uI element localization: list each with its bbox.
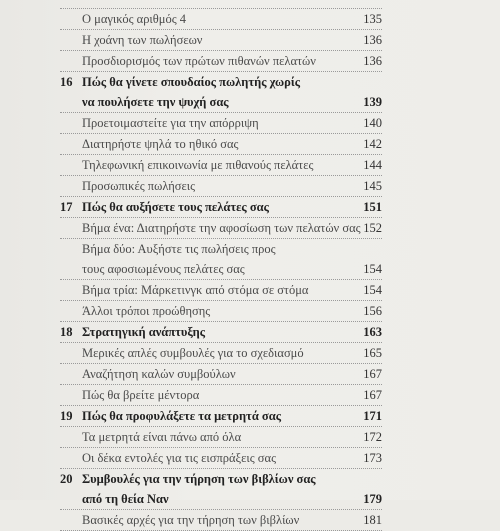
page-number: 136 — [363, 54, 382, 68]
page-number: 167 — [363, 367, 382, 381]
page-number: 172 — [363, 430, 382, 444]
section-title: Τα μετρητά είναι πάνω από όλα — [82, 430, 242, 444]
toc-section-row — [60, 239, 382, 259]
toc-section-row — [60, 448, 382, 469]
page-number: 145 — [363, 179, 382, 193]
toc-section-row — [60, 280, 382, 301]
page-number: 142 — [363, 137, 382, 151]
section-title: Βασικές αρχές για την τήρηση των βιβλίων — [82, 513, 300, 527]
toc-chapter-row — [60, 197, 382, 218]
page-number: 171 — [363, 409, 382, 423]
section-title: Προσδιορισμός των πρώτων πιθανών πελατών — [82, 54, 316, 68]
page-number: 154 — [363, 262, 382, 276]
page-number: 181 — [363, 513, 382, 527]
page-number: 135 — [363, 12, 382, 26]
section-title: Βήμα ένα: Διατηρήστε την αφοσίωση των πελατών σας — [82, 221, 361, 235]
toc-chapter-row — [60, 406, 382, 427]
page-number: 165 — [363, 346, 382, 360]
page-number: 151 — [363, 200, 382, 214]
section-title: Μερικές απλές συμβουλές για το σχεδιασμό — [82, 346, 304, 360]
toc-section-row — [60, 259, 382, 280]
section-title: Προσωπικές πωλήσεις — [82, 179, 196, 193]
page-number: 179 — [363, 492, 382, 506]
toc-chapter-row — [60, 72, 382, 92]
toc-section-row — [60, 218, 382, 239]
section-title: Οι δέκα εντολές για τις εισπράξεις σας — [82, 451, 277, 465]
section-title: Ο μαγικός αριθμός 4 — [82, 12, 187, 26]
page-number: 152 — [363, 221, 382, 235]
toc-section-row — [60, 113, 382, 134]
chapter-number: 17 — [60, 200, 73, 214]
page-number: 156 — [363, 304, 382, 318]
page-number: 154 — [363, 283, 382, 297]
toc-section-row — [60, 155, 382, 176]
toc-section-row — [60, 30, 382, 51]
page-number: 167 — [363, 388, 382, 402]
toc-section-row — [60, 51, 382, 72]
chapter-title: Πώς θα αυξήσετε τους πελάτες σας — [82, 200, 269, 214]
toc-section-row — [60, 301, 382, 322]
toc-section-row — [60, 134, 382, 155]
chapter-number: 19 — [60, 409, 73, 423]
toc-section-row — [60, 427, 382, 448]
section-title: Τηλεφωνική επικοινωνία με πιθανούς πελάτες — [82, 158, 314, 172]
toc-section-row — [60, 0, 382, 9]
page-number: 173 — [363, 451, 382, 465]
section-title: Βήμα δύο: Αυξήστε τις πωλήσεις προς — [82, 242, 276, 256]
chapter-title: Συμβουλές για την τήρηση των βιβλίων σας — [82, 472, 316, 486]
page-number: 139 — [363, 95, 382, 109]
section-title: Αναζήτηση καλών συμβούλων — [82, 367, 236, 381]
toc-section-row — [60, 364, 382, 385]
chapter-number: 20 — [60, 472, 73, 486]
page-number: 144 — [363, 158, 382, 172]
chapter-number: 18 — [60, 325, 73, 339]
section-title: Άλλοι τρόποι προώθησης — [82, 304, 211, 318]
chapter-title: Πώς θα προφυλάξετε τα μετρητά σας — [82, 409, 281, 423]
chapter-title: από τη θεία Ναν — [82, 492, 169, 506]
section-title: Διατηρήστε ψηλά το ηθικό σας — [82, 137, 239, 151]
section-title: τους αφοσιωμένους πελάτες σας — [82, 262, 245, 276]
section-title: Βήμα τρία: Μάρκετινγκ από στόμα σε στόμα — [82, 283, 309, 297]
toc-chapter-row — [60, 322, 382, 343]
chapter-number: 16 — [60, 75, 73, 89]
toc-chapter-row — [60, 469, 382, 489]
toc-section-row — [60, 9, 382, 30]
page-number: 140 — [363, 116, 382, 130]
page-number: 163 — [363, 325, 382, 339]
chapter-title: Πώς θα γίνετε σπουδαίος πωλητής χωρίς — [82, 75, 301, 89]
section-title: Η χοάνη των πωλήσεων — [82, 33, 203, 47]
toc-section-row — [60, 343, 382, 364]
toc-section-row — [60, 176, 382, 197]
table-of-contents — [60, 0, 382, 531]
section-title: Προετοιμαστείτε για την απόρριψη — [82, 116, 259, 130]
chapter-title: να πουλήσετε την ψυχή σας — [82, 95, 229, 109]
toc-section-row — [60, 510, 382, 531]
page-number: 136 — [363, 33, 382, 47]
toc-section-row — [60, 385, 382, 406]
chapter-title: Στρατηγική ανάπτυξης — [82, 325, 206, 339]
toc-chapter-row — [60, 92, 382, 113]
section-title: Πώς θα βρείτε μέντορα — [82, 388, 200, 402]
